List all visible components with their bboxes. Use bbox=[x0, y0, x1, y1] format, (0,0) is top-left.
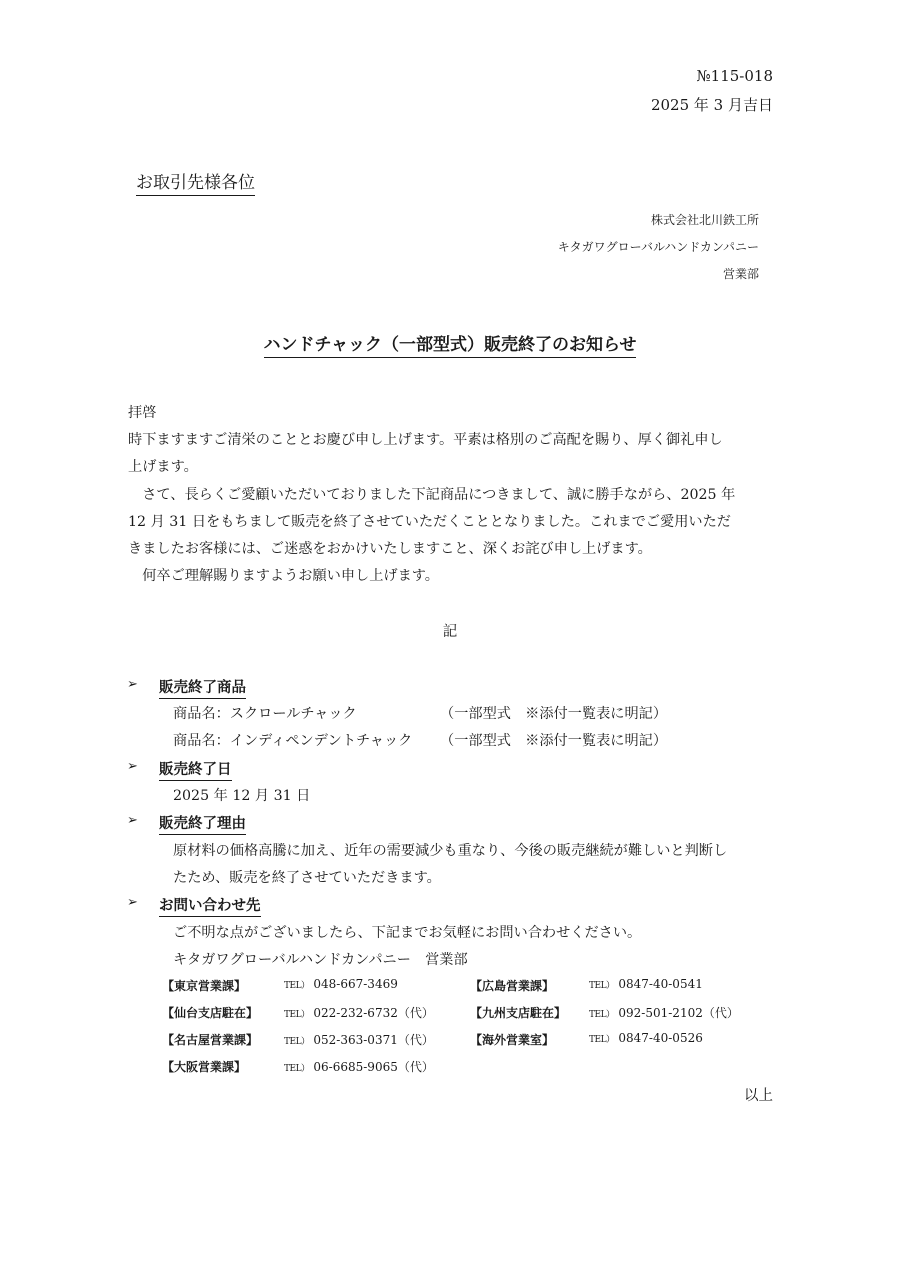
product-name: 商品名：スクロールチャック bbox=[173, 706, 357, 722]
tel-number: 052-363-0371（代） bbox=[313, 1033, 434, 1047]
arrow-bullet-icon: ➢ bbox=[127, 677, 138, 692]
office-name-nagoya: 【名古屋営業課】 bbox=[162, 1033, 259, 1047]
arrow-bullet-icon: ➢ bbox=[127, 813, 138, 828]
product-note: （一部型式 ※添付一覧表に明記） bbox=[440, 706, 668, 722]
section-heading-products: 販売終了商品 bbox=[159, 676, 246, 699]
sender-division: キタガワグローバルハンドカンパニー bbox=[557, 240, 759, 254]
tel-number: 06-6685-9065（代） bbox=[313, 1060, 434, 1074]
office-name-osaka: 【大阪営業課】 bbox=[162, 1060, 247, 1074]
product-note: （一部型式 ※添付一覧表に明記） bbox=[440, 733, 668, 749]
body-line: 上げます。 bbox=[128, 459, 198, 475]
arrow-bullet-icon: ➢ bbox=[127, 759, 138, 774]
tel-number: 092-501-2102（代） bbox=[618, 1006, 739, 1020]
tel-number: 0847-40-0526 bbox=[618, 1031, 703, 1045]
sender-company: 株式会社北川鉄工所 bbox=[650, 213, 759, 227]
tel-label: TEL） bbox=[589, 1010, 615, 1020]
product-name: 商品名：インディペンデントチャック bbox=[173, 733, 413, 749]
office-name-sendai: 【仙台支店駐在】 bbox=[162, 1006, 259, 1020]
office-tel-tokyo bbox=[284, 977, 398, 991]
notice-title bbox=[0, 330, 900, 358]
tel-number: 048-667-3469 bbox=[313, 977, 398, 991]
contact-department: キタガワグローバルハンドカンパニー 営業部 bbox=[173, 952, 468, 968]
office-tel-nagoya bbox=[284, 1031, 434, 1048]
body-line: 時下ますますご清栄のこととお慶び申し上げます。平素は格別のご高配を賜り、厚く御礼申し bbox=[128, 432, 723, 448]
tel-label: TEL） bbox=[284, 1010, 310, 1020]
office-tel-overseas bbox=[589, 1031, 703, 1045]
document-number: №115-018 bbox=[696, 67, 773, 85]
section-heading-end-date: 販売終了日 bbox=[159, 758, 232, 781]
tel-number: 0847-40-0541 bbox=[618, 977, 703, 991]
end-date-value: 2025 年 12 月 31 日 bbox=[173, 788, 311, 804]
office-name-hiroshima: 【広島営業課】 bbox=[470, 979, 555, 993]
body-line: 12 月 31 日をもちまして販売を終了させていただくこととなりました。これまでご愛用いただ bbox=[128, 514, 731, 530]
section-heading-reason: 販売終了理由 bbox=[159, 812, 246, 835]
tel-label: TEL） bbox=[589, 1035, 615, 1045]
office-tel-sendai bbox=[284, 1004, 434, 1021]
tel-number: 022-232-6732（代） bbox=[313, 1006, 434, 1020]
closing-ijou: 以上 bbox=[744, 1088, 773, 1104]
office-name-overseas: 【海外営業室】 bbox=[470, 1033, 555, 1047]
section-heading-contact: お問い合わせ先 bbox=[159, 894, 261, 917]
addressee: お取引先様各位 bbox=[136, 168, 255, 196]
body-line: さて、長らくご愛顧いただいておりました下記商品につきまして、誠に勝手ながら、2025 年 bbox=[128, 487, 736, 503]
body-line: 拝啓 bbox=[128, 405, 157, 421]
arrow-bullet-icon: ➢ bbox=[127, 895, 138, 910]
office-tel-hiroshima bbox=[589, 977, 703, 991]
tel-label: TEL） bbox=[284, 1064, 310, 1074]
body-line: 何卒ご理解賜りますようお願い申し上げます。 bbox=[128, 568, 439, 584]
tel-label: TEL） bbox=[589, 981, 615, 991]
reason-line: たため、販売を終了させていただきます。 bbox=[173, 870, 441, 886]
notice-title-text: ハンドチャック（一部型式）販売終了のお知らせ bbox=[264, 330, 637, 358]
office-name-tokyo: 【東京営業課】 bbox=[162, 979, 247, 993]
reason-line: 原材料の価格高騰に加え、近年の需要減少も重なり、今後の販売継続が難しいと判断し bbox=[173, 843, 728, 859]
office-tel-kyushu bbox=[589, 1004, 739, 1021]
contact-intro: ご不明な点がございましたら、下記までお気軽にお問い合わせください。 bbox=[173, 925, 642, 941]
tel-label: TEL） bbox=[284, 981, 310, 991]
sender-department: 営業部 bbox=[722, 267, 759, 281]
office-tel-osaka bbox=[284, 1058, 434, 1075]
office-name-kyushu: 【九州支店駐在】 bbox=[470, 1006, 567, 1020]
tel-label: TEL） bbox=[284, 1037, 310, 1047]
document-date: 2025 年 3 月吉日 bbox=[650, 96, 773, 114]
body-line: きましたお客様には、ご迷惑をおかけいたしますこと、深くお詫び申し上げます。 bbox=[128, 541, 652, 557]
ki-marker: 記 bbox=[442, 624, 458, 640]
